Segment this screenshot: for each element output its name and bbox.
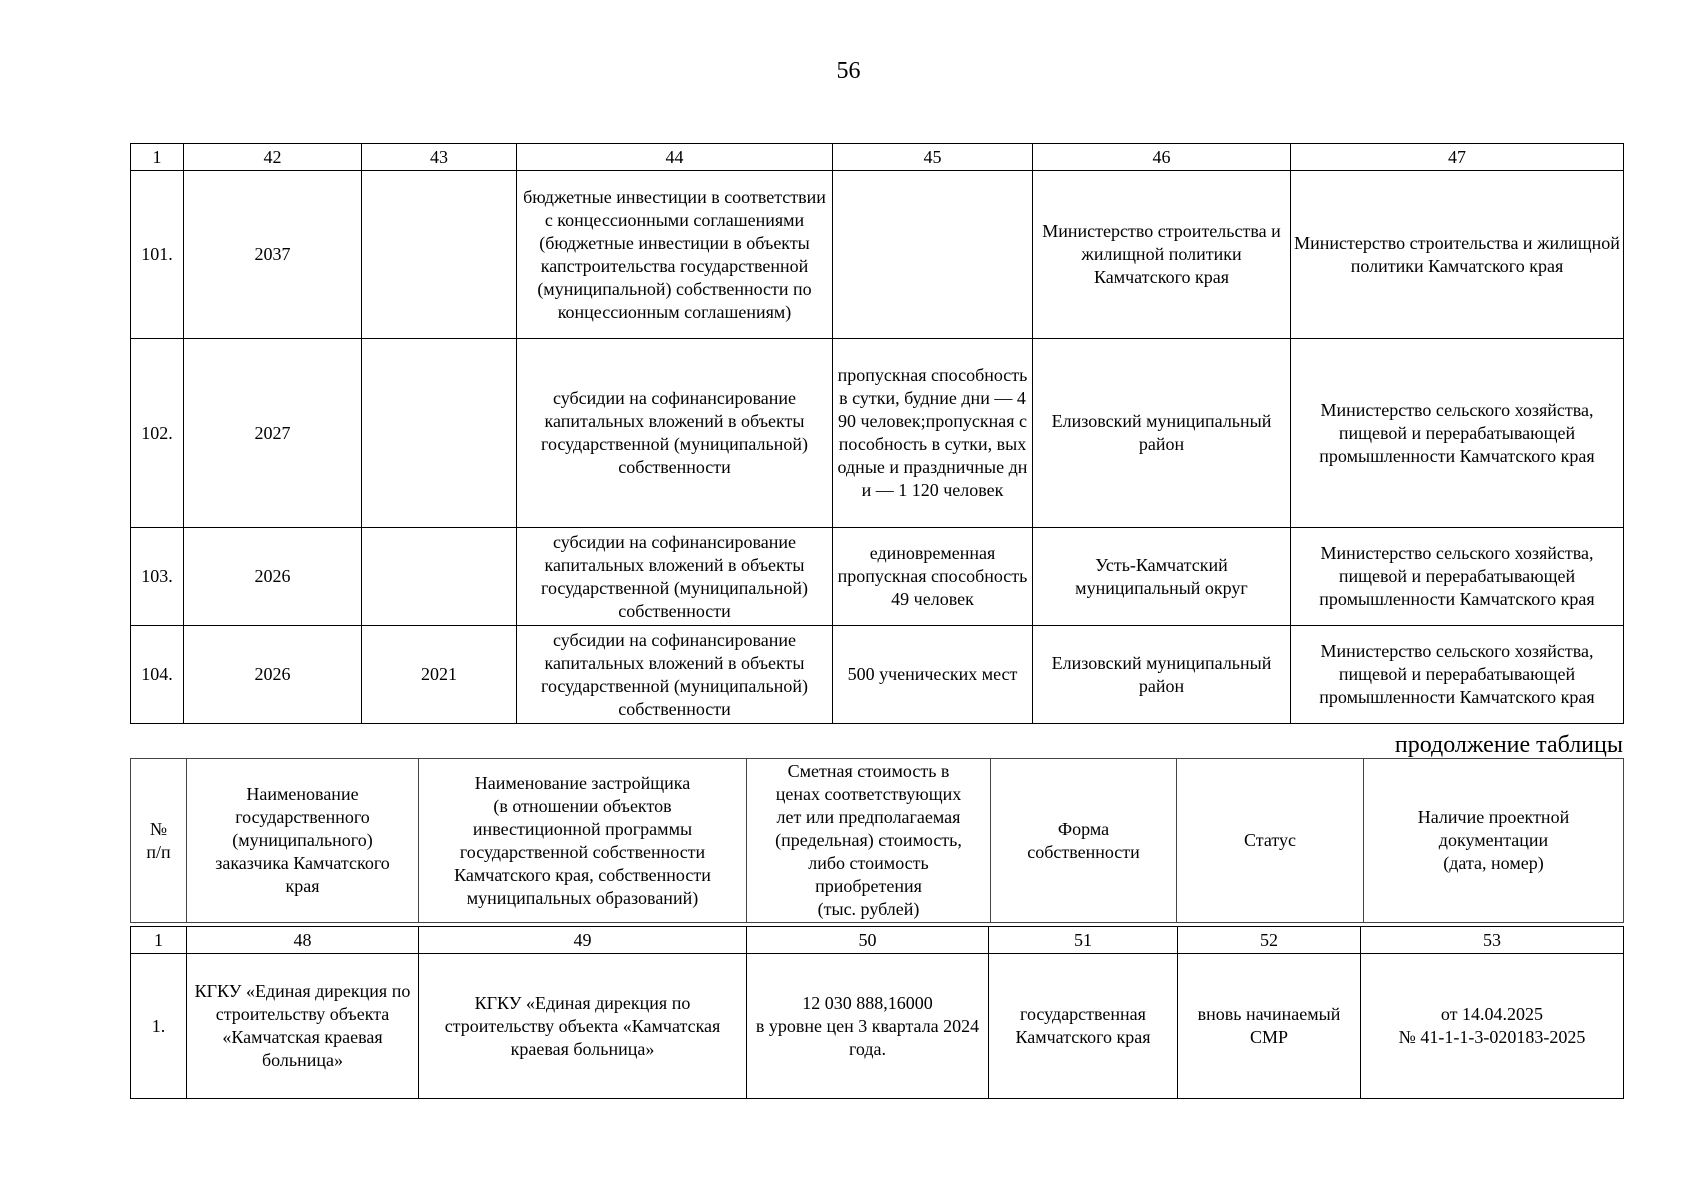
cell-51: государственная Камчатского края [989, 954, 1178, 1099]
col-header-46: 46 [1033, 144, 1291, 171]
table-row [131, 339, 1624, 528]
table-row [131, 954, 1624, 1099]
cell-45: пропускная способность в сутки, будние дни — 490 человек;пропускная способность в сутки, выходные и праздничные дни — 1 120 человек [833, 339, 1033, 528]
cell-45 [833, 171, 1033, 339]
col-header-53: 53 [1361, 927, 1624, 954]
cell-45: 500 ученических мест [833, 626, 1033, 724]
cell-44: субсидии на софинансирование капитальных вложений в объекты государственной (муниципальной) собственности [517, 528, 833, 626]
header-customer: Наименование государственного (муниципального) заказчика Камчатского края [187, 759, 419, 923]
column-number-row [131, 927, 1624, 954]
row-number: 101. [131, 171, 184, 339]
cell-44: бюджетные инвестиции в соответствии с концессионными соглашениями (бюджетные инвестиции в объекты капстроительства государственной (муниципальной) собственности по концессионным соглашениям) [517, 171, 833, 339]
cell-46: Елизовский муниципальный район [1033, 339, 1291, 528]
cell-43 [362, 171, 517, 339]
cell-48: КГКУ «Единая дирекция по строительству объекта «Камчатская краевая больница» [187, 954, 419, 1099]
col-header-45: 45 [833, 144, 1033, 171]
col-header-1: 1 [131, 927, 187, 954]
cell-44: субсидии на софинансирование капитальных вложений в объекты государственной (муниципальной) собственности [517, 626, 833, 724]
table-row [131, 528, 1624, 626]
cell-46: Елизовский муниципальный район [1033, 626, 1291, 724]
col-header-1: 1 [131, 144, 184, 171]
col-header-51: 51 [989, 927, 1178, 954]
cell-47: Министерство сельского хозяйства, пищевой и перерабатывающей промышленности Камчатского края [1291, 626, 1624, 724]
investment-table-bottom [130, 926, 1624, 1099]
cell-42: 2026 [184, 528, 362, 626]
cell-50: 12 030 888,16000 в уровне цен 3 квартала 2024 года. [747, 954, 989, 1099]
header-row-number: № п/п [131, 759, 187, 923]
col-header-43: 43 [362, 144, 517, 171]
header-developer: Наименование застройщика (в отношении объектов инвестиционной программы государственной собственности Камчатского края, собственности муниципальных образований) [419, 759, 747, 923]
cell-49: КГКУ «Единая дирекция по строительству объекта «Камчатская краевая больница» [419, 954, 747, 1099]
cell-44: субсидии на софинансирование капитальных вложений в объекты государственной (муниципальной) собственности [517, 339, 833, 528]
cell-43 [362, 339, 517, 528]
header-status: Статус [1177, 759, 1364, 923]
table-row [131, 171, 1624, 339]
header-ownership: Форма собственности [991, 759, 1177, 923]
cell-53: от 14.04.2025 № 41-1-1-3-020183-2025 [1361, 954, 1624, 1099]
col-header-44: 44 [517, 144, 833, 171]
row-number: 102. [131, 339, 184, 528]
cell-47: Министерство сельского хозяйства, пищевой и перерабатывающей промышленности Камчатского края [1291, 339, 1624, 528]
cell-43: 2021 [362, 626, 517, 724]
header-cost: Сметная стоимость в ценах соответствующих лет или предполагаемая (предельная) стоимость, либо стоимость приобретения (тыс. рублей) [747, 759, 991, 923]
col-header-50: 50 [747, 927, 989, 954]
col-header-48: 48 [187, 927, 419, 954]
cell-46: Усть-Камчатский муниципальный округ [1033, 528, 1291, 626]
investment-table-top [130, 143, 1624, 724]
row-number: 103. [131, 528, 184, 626]
col-header-47: 47 [1291, 144, 1624, 171]
cell-52: вновь начинаемый СМР [1178, 954, 1361, 1099]
cell-47: Министерство строительства и жилищной политики Камчатского края [1291, 171, 1624, 339]
cell-42: 2037 [184, 171, 362, 339]
row-number: 1. [131, 954, 187, 1099]
col-header-49: 49 [419, 927, 747, 954]
cell-43 [362, 528, 517, 626]
col-header-42: 42 [184, 144, 362, 171]
cell-47: Министерство сельского хозяйства, пищевой и перерабатывающей промышленности Камчатского края [1291, 528, 1624, 626]
row-number: 104. [131, 626, 184, 724]
cell-42: 2026 [184, 626, 362, 724]
table-row [131, 626, 1624, 724]
header-docs: Наличие проектной документации (дата, номер) [1364, 759, 1624, 923]
page-number: 56 [836, 58, 861, 84]
cell-45: единовременная пропускная способность 49 человек [833, 528, 1033, 626]
column-number-row [131, 144, 1624, 171]
bottom-table-header [130, 758, 1624, 923]
continuation-caption: продолжение таблицы [1394, 732, 1623, 758]
header-row [131, 759, 1624, 923]
col-header-52: 52 [1178, 927, 1361, 954]
cell-42: 2027 [184, 339, 362, 528]
cell-46: Министерство строительства и жилищной политики Камчатского края [1033, 171, 1291, 339]
